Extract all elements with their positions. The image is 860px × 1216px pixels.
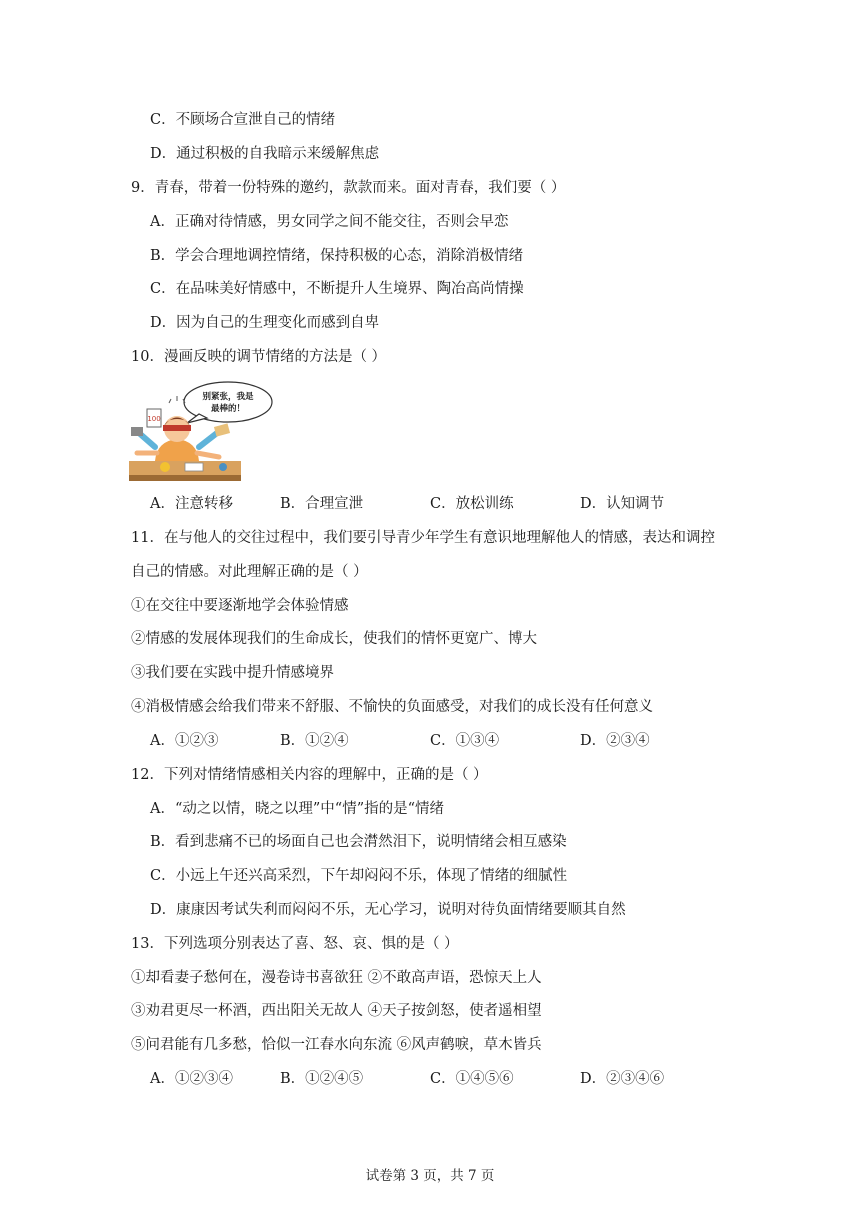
q9-option-d: D．因为自己的生理变化而感到自卑 bbox=[150, 315, 380, 331]
q11-option-d: D．②③④ bbox=[580, 733, 650, 749]
q13-option-b: B．①②④⑤ bbox=[280, 1071, 364, 1087]
q10-stem: 10．漫画反映的调节情绪的方法是（ ） bbox=[131, 349, 387, 365]
q10-option-a: A．注意转移 bbox=[150, 496, 233, 512]
q8-option-d: D．通过积极的自我暗示来缓解焦虑 bbox=[150, 146, 380, 162]
q12-stem: 12．下列对情绪情感相关内容的理解中，正确的是（ ） bbox=[131, 767, 488, 783]
q11-option-a: A．①②③ bbox=[150, 733, 219, 749]
q13-statements-line2: ③劝君更尽一杯酒，西出阳关无故人 ④天子按剑怒，使者遥相望 bbox=[131, 1003, 542, 1019]
q13-option-c: C．①④⑤⑥ bbox=[430, 1071, 514, 1087]
q12-option-d: D．康康因考试失利而闷闷不乐，无心学习，说明对待负面情绪要顺其自然 bbox=[150, 902, 626, 918]
q11-statement-2: ②情感的发展体现我们的生命成长，使我们的情怀更宽广、博大 bbox=[131, 631, 537, 647]
cartoon-bubble-line1: 别紧张，我是 bbox=[202, 392, 254, 402]
q13-option-d: D．②③④⑥ bbox=[580, 1071, 665, 1087]
q9-option-a: A．正确对待情感，男女同学之间不能交往，否则会早恋 bbox=[150, 214, 509, 230]
q13-statements-line1: ①却看妻子愁何在，漫卷诗书喜欲狂 ②不敢高声语，恐惊天上人 bbox=[131, 970, 542, 986]
q11-statement-1: ①在交往中要逐渐地学会体验情感 bbox=[131, 598, 349, 614]
q9-stem: 9．青春，带着一份特殊的邀约，款款而来。面对青春，我们要（ ） bbox=[131, 180, 566, 196]
q13-option-a: A．①②③④ bbox=[150, 1071, 233, 1087]
cartoon-bubble-line2: 最棒的！ bbox=[210, 404, 246, 414]
q13-stem: 13．下列选项分别表达了喜、怒、哀、惧的是（ ） bbox=[131, 936, 459, 952]
q8-option-c: C．不顾场合宣泄自己的情绪 bbox=[150, 112, 336, 128]
q13-statements-line3: ⑤问君能有几多愁，恰似一江春水向东流 ⑥风声鹤唳，草木皆兵 bbox=[131, 1037, 542, 1053]
q9-option-b: B．学会合理地调控情绪，保持积极的心态，消除消极情绪 bbox=[150, 248, 524, 264]
q12-option-c: C．小远上午还兴高采烈，下午却闷闷不乐，体现了情绪的细腻性 bbox=[150, 868, 568, 884]
q10-option-d: D．认知调节 bbox=[580, 496, 665, 512]
q11-option-b: B．①②④ bbox=[280, 733, 349, 749]
q9-option-c: C．在品味美好情感中，不断提升人生境界、陶冶高尚情操 bbox=[150, 281, 524, 297]
q10-option-b: B．合理宣泄 bbox=[280, 496, 364, 512]
q11-statement-3: ③我们要在实践中提升情感境界 bbox=[131, 665, 334, 681]
page-footer: 试卷第 3 页，共 7 页 bbox=[365, 1168, 495, 1184]
q11-option-c: C．①③④ bbox=[430, 733, 500, 749]
q12-option-a: A．“动之以情，晓之以理”中“情”指的是“情绪 bbox=[150, 801, 445, 817]
q10-option-c: C．放松训练 bbox=[430, 496, 514, 512]
q11-stem-line2: 自己的情感。对此理解正确的是（ ） bbox=[131, 564, 368, 580]
cartoon-image bbox=[127, 381, 273, 487]
q12-option-b: B．看到悲痛不已的场面自己也会潸然泪下，说明情绪会相互感染 bbox=[150, 834, 567, 850]
q11-statement-4: ④消极情感会给我们带来不舒服、不愉快的负面感受，对我们的成长没有任何意义 bbox=[131, 699, 653, 715]
cartoon-badge: 100 bbox=[147, 415, 161, 423]
q11-stem-line1: 11．在与他人的交往过程中，我们要引导青少年学生有意识地理解他人的情感，表达和调控 bbox=[131, 530, 715, 546]
